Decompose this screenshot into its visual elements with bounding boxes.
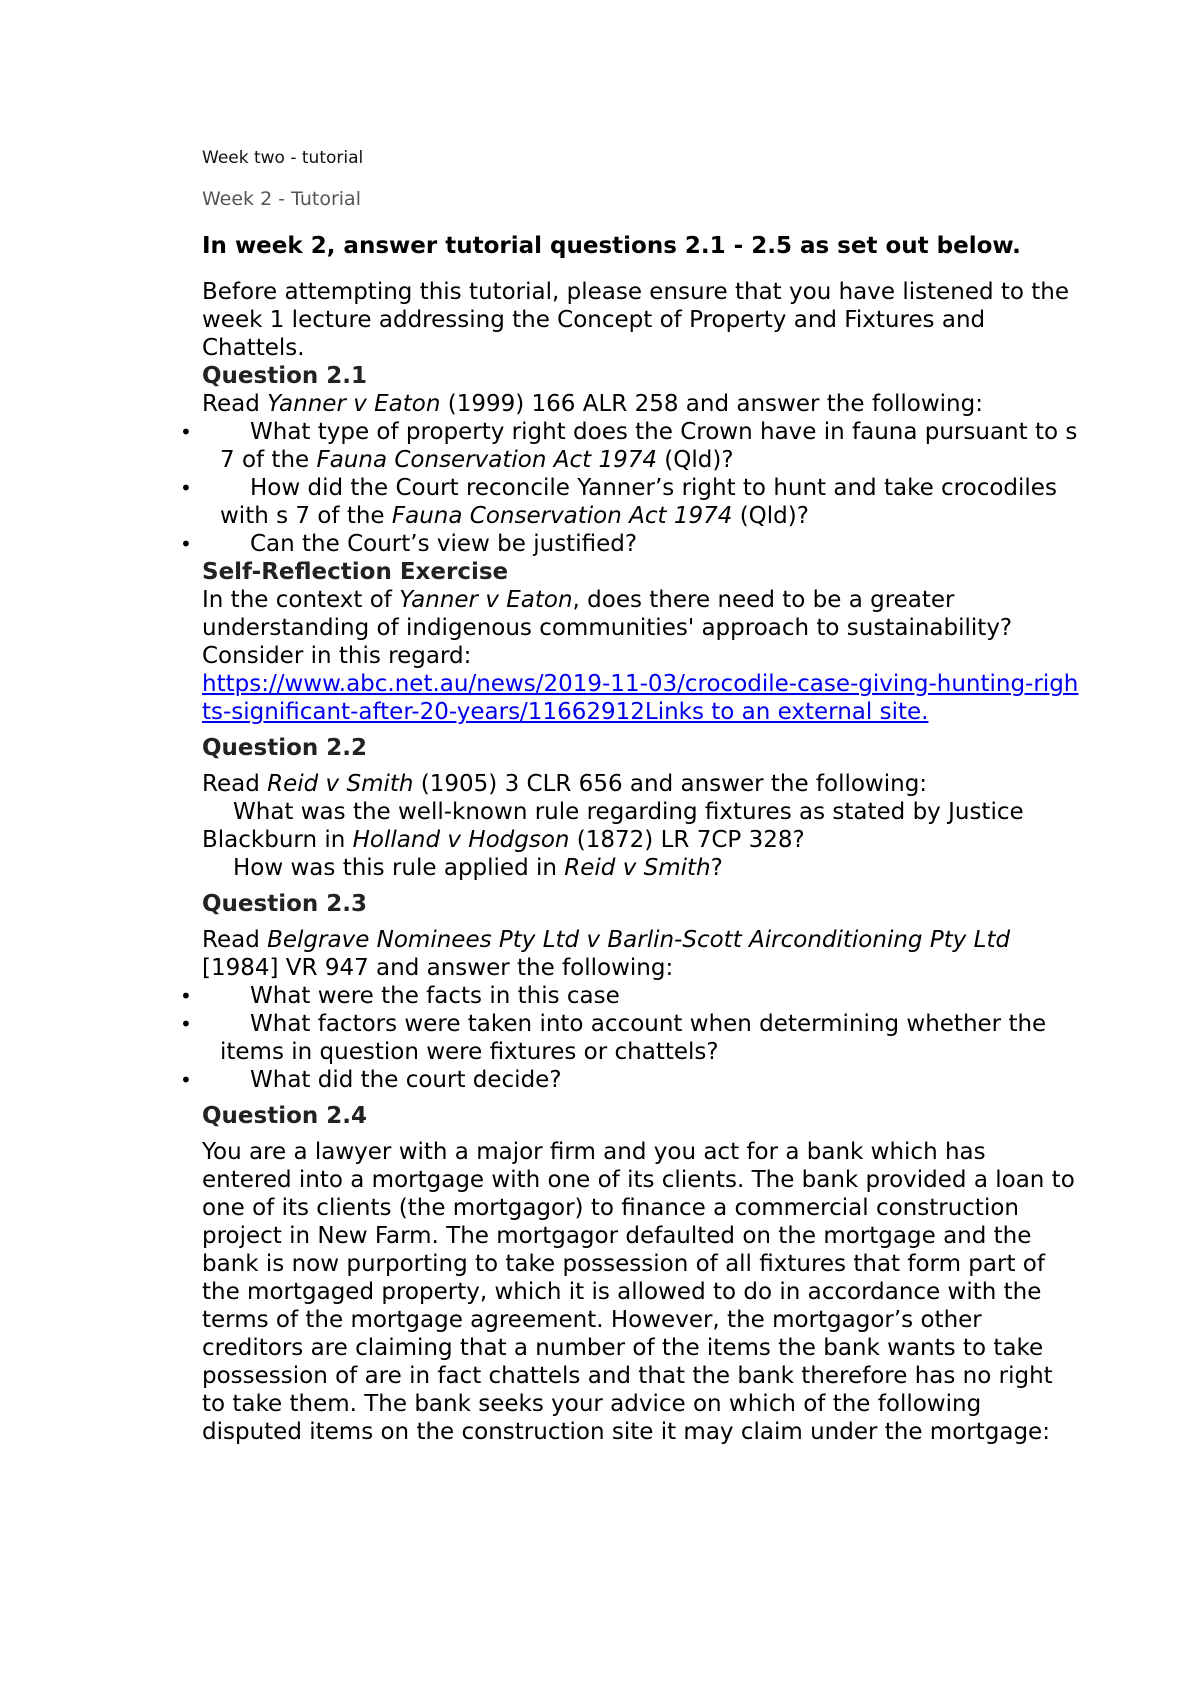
- bullet-icon: •: [180, 1012, 192, 1036]
- question-2-3-prompt: Read Belgrave Nominees Pty Ltd v Barlin-Scott Airconditioning Pty Ltd [1984] VR 947 and answer the following:: [202, 927, 1011, 981]
- list-item: • What were the facts in this case: [180, 983, 620, 1009]
- question-2-1-title: Question 2.1: [202, 363, 368, 389]
- bullet-icon: •: [180, 420, 192, 444]
- question-2-1-list: [180, 418, 1082, 558]
- bullet-icon: •: [180, 1068, 192, 1092]
- document-label: Week two - tutorial: [202, 148, 364, 168]
- question-2-4-body: You are a lawyer with a major firm and you act for a bank which has entered into a mortgage with one of its clients. The bank provided a loan to one of its clients (the mortgagor) to finance a commercial construction project in New Farm. The mortgagor defaulted on the mortgage and the bank is now purporting to take possession of all fixtures that form part of the mortgaged property, which it is allowed to do in accordance with the terms of the mortgage agreement. However, the mortgagor’s other creditors are claiming that a number of the items the bank wants to take possession of are in fact chattels and that the bank therefore has no right to take them. The bank seeks your advice on which of the following disputed items on the construction site it may claim under the mortgage:: [202, 1139, 1075, 1445]
- tutorial-heading: In week 2, answer tutorial questions 2.1 - 2.5 as set out below.: [202, 233, 1021, 259]
- question-2-4-title: Question 2.4: [202, 1103, 368, 1129]
- document-page: [180, 148, 1082, 1446]
- self-reflection-text: In the context of Yanner v Eaton, does there need to be a greater understanding of indigenous communities' approach to sustainability? Consider in this regard:: [202, 587, 1013, 669]
- question-2-2-prompt: Read Reid v Smith (1905) 3 CLR 656 and answer the following:: [202, 771, 928, 797]
- intro-paragraph: Before attempting this tutorial, please ensure that you have listened to the week 1 lecture addressing the Concept of Property and Fixtures and Chattels.: [202, 279, 1070, 361]
- self-reflection-title: Self-Reflection Exercise: [202, 559, 509, 585]
- question-2-2-item-1: What was the well-known rule regarding fixtures as stated by Justice Blackburn in Holland v Hodgson (1872) LR 7CP 328?: [202, 799, 1024, 853]
- question-2-2-item-2: How was this rule applied in Reid v Smith?: [233, 855, 723, 881]
- list-item: • What type of property right does the Crown have in fauna pursuant to s 7 of the Fauna Conservation Act 1974 (Qld)?: [180, 419, 1078, 473]
- list-item: • Can the Court’s view be justified?: [180, 531, 638, 557]
- question-2-3-title: Question 2.3: [202, 891, 368, 917]
- bullet-icon: •: [180, 984, 192, 1008]
- question-2-1-prompt: Read Yanner v Eaton (1999) 166 ALR 258 and answer the following:: [202, 391, 983, 417]
- bullet-icon: •: [180, 476, 192, 500]
- case-name: Yanner v Eaton: [267, 391, 441, 417]
- list-item: • What did the court decide?: [180, 1067, 562, 1093]
- abc-news-link[interactable]: https://www.abc.net.au/news/2019-11-03/crocodile-case-giving-hunting-rights-significant-after-20-years/11662912Links to an external site.: [202, 671, 1079, 725]
- bullet-icon: •: [180, 532, 192, 556]
- list-item: • How did the Court reconcile Yanner’s right to hunt and take crocodiles with s 7 of the Fauna Conservation Act 1974 (Qld)?: [180, 475, 1057, 529]
- list-item: • What factors were taken into account when determining whether the items in question were fixtures or chattels?: [180, 1011, 1047, 1065]
- document-subtitle: Week 2 - Tutorial: [202, 188, 361, 210]
- question-2-3-list: [180, 982, 1082, 1094]
- question-2-2-title: Question 2.2: [202, 735, 368, 761]
